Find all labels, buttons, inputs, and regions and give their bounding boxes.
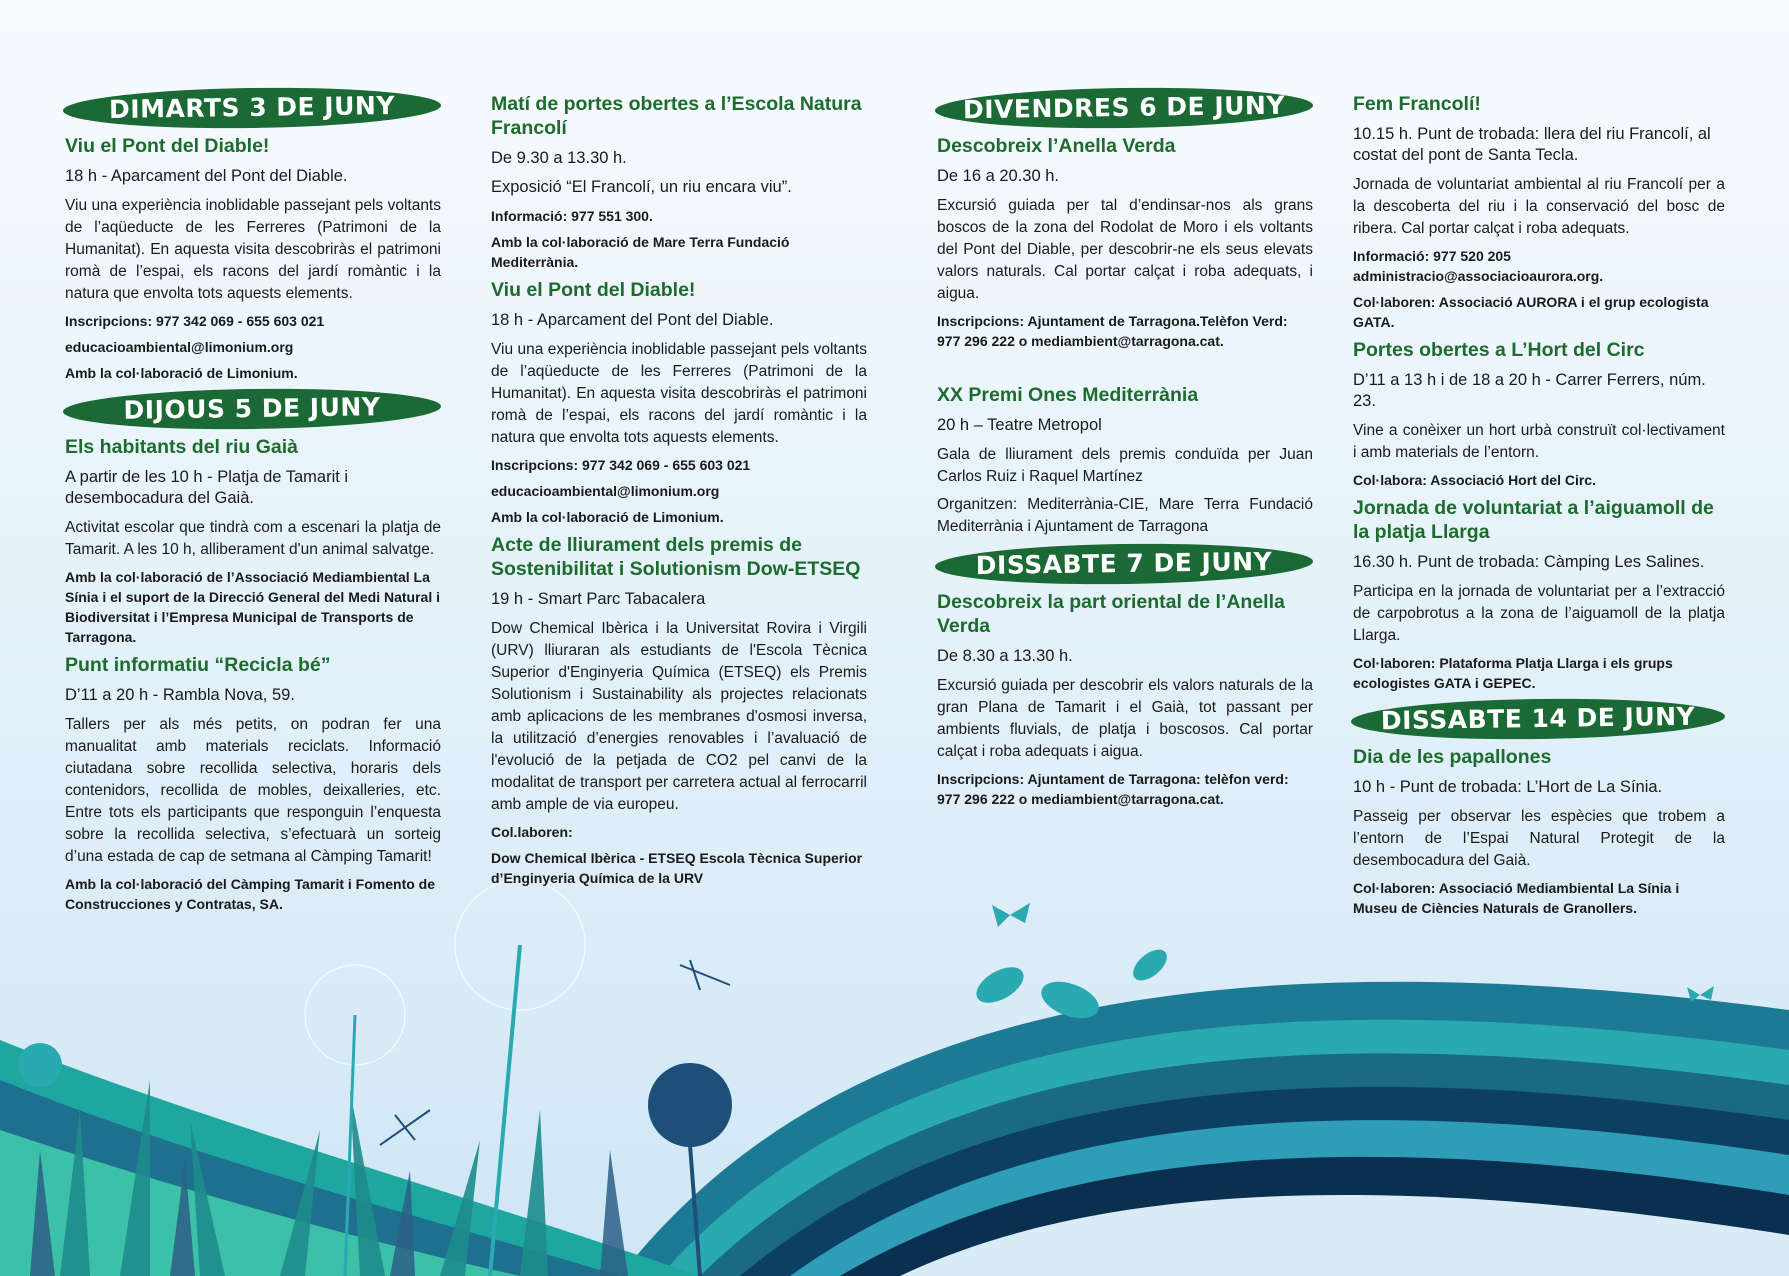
event-time: D’11 a 20 h - Rambla Nova, 59. bbox=[65, 686, 295, 704]
event-info: Informació: 977 520 205 administracio@associacioaurora.org. bbox=[1353, 248, 1604, 284]
event-info: Inscripcions: 977 342 069 - 655 603 021 bbox=[491, 457, 751, 473]
spacer bbox=[937, 357, 1313, 379]
event-description: Excursió guiada per descobrir els valors naturals de la gran Plana de Tamarit i el Gaià, tot passant per ambients fluvials, de platja i boscosos. Cal portar calçat i roba adequats i aigua. bbox=[937, 677, 1313, 760]
event-info: Amb la col·laboració de Limonium. bbox=[491, 509, 724, 525]
event-title: Dia de les papallones bbox=[1353, 746, 1552, 768]
event-info: Amb la col·laboració de Limonium. bbox=[65, 365, 298, 381]
event-title: Descobreix l’Anella Verda bbox=[937, 135, 1176, 157]
event-title: Fem Francolí! bbox=[1353, 93, 1481, 115]
event-time: De 9.30 a 13.30 h. bbox=[491, 149, 627, 167]
event-info: Amb la col·laboració de Mare Terra Fundació Mediterrània. bbox=[491, 234, 790, 270]
event-title: Viu el Pont del Diable! bbox=[65, 135, 270, 157]
event-info: educacioambiental@limonium.org bbox=[491, 483, 720, 499]
event-time: De 16 a 20.30 h. bbox=[937, 167, 1060, 185]
event-title: Jornada de voluntariat a l’aiguamoll de la platja Llarga bbox=[1353, 497, 1714, 543]
event-time: 18 h - Aparcament del Pont del Diable. bbox=[65, 167, 348, 185]
event-time: De 8.30 a 13.30 h. bbox=[937, 647, 1073, 665]
event-title: Acte de lliurament dels premis de Sostenibilitat i Solutionism Dow-ETSEQ bbox=[491, 534, 861, 580]
event-description: Tallers per als més petits, on podran fer una manualitat amb materials reciclats. Informació ciutadana sobre recollida selectiva, horaris dels contenidors, recollida de mobles, deixalleries, etc. Entre tots els participants que responguin l’enquesta sobre la recollida selectiva, s’efectuarà un sorteig d’una estada de cap de setmana al Càmping Tamarit! bbox=[65, 716, 441, 865]
day-banner: DIMARTS 3 DE JUNY bbox=[63, 85, 442, 130]
event-description: Viu una experiència inoblidable passejant pels voltants de l’aqüeducte de les Ferreres (Patrimoni de la Humanitat). En aquesta visita descobriràs el patrimoni romà de l’espai, els racons del jardí romàntic i la natura que envolta tots aquests elements. bbox=[491, 341, 867, 446]
event-description: Jornada de voluntariat ambiental al riu Francolí per a la descoberta del riu i la conservació del bosc de ribera. Cal portar calçat i roba adequats. bbox=[1353, 176, 1725, 237]
event-description: Activitat escolar que tindrà com a escenari la platja de Tamarit. A les 10 h, alliberament d'un animal salvatge. bbox=[65, 519, 441, 558]
event-title: Portes obertes a L’Hort del Circ bbox=[1353, 339, 1645, 361]
event-info: Inscripcions: 977 342 069 - 655 603 021 bbox=[65, 313, 325, 329]
event-info: Inscripcions: Ajuntament de Tarragona: telèfon verd: 977 296 222 o mediambient@tarragona.cat. bbox=[937, 771, 1289, 807]
day-banner: DISSABTE 14 DE JUNY bbox=[1351, 696, 1726, 741]
day-banner: DIVENDRES 6 DE JUNY bbox=[935, 85, 1314, 130]
event-info: Informació: 977 551 300. bbox=[491, 208, 653, 224]
event-time: A partir de les 10 h - Platja de Tamarit i desembocadura del Gaià. bbox=[65, 468, 349, 507]
event-time: D’11 a 13 h i de 18 a 20 h - Carrer Ferrers, núm. 23. bbox=[1353, 371, 1706, 410]
event-description: Participa en la jornada de voluntariat per a l’extracció de carpobrotus a la zona de l’aiguamoll de la platja Llarga. bbox=[1353, 583, 1725, 644]
day-banner: DIJOUS 5 DE JUNY bbox=[63, 386, 442, 431]
event-time: 20 h – Teatre Metropol bbox=[937, 416, 1102, 434]
event-title: XX Premi Ones Mediterrània bbox=[937, 384, 1199, 406]
event-title: Punt informatiu “Recicla bé” bbox=[65, 654, 331, 676]
event-time: 10 h - Punt de trobada: L’Hort de La Sínia. bbox=[1353, 778, 1663, 796]
event-time: 16.30 h. Punt de trobada: Càmping Les Salines. bbox=[1353, 553, 1705, 571]
event-info: Amb la col·laboració de l’Associació Mediambiental La Sínia i el suport de la Direcció General del Medi Natural i Biodiversitat i l’Empresa Municipal de Transports de Tarragona. bbox=[65, 569, 440, 645]
event-description: Excursió guiada per tal d’endinsar-nos als grans boscos de la zona del Rodolat de Moro i els voltants del Pont del Diable, per descobrir-ne els seus elevats valors naturals. Cal portar calçat i roba adequats, i aigua. bbox=[937, 197, 1313, 302]
event-time: 18 h - Aparcament del Pont del Diable. bbox=[491, 311, 774, 329]
column-3 bbox=[937, 88, 1313, 815]
event-info: Col.laboren: bbox=[491, 824, 573, 840]
event-description: Organitzen: Mediterrània-CIE, Mare Terra Fundació Mediterrània i Ajuntament de Tarragona bbox=[937, 496, 1313, 535]
column-1 bbox=[65, 88, 441, 920]
event-info: Col·laboren: Plataforma Platja Llarga i els grups ecologistes GATA i GEPEC. bbox=[1353, 655, 1673, 691]
event-info: educacioambiental@limonium.org bbox=[65, 339, 294, 355]
event-time: 10.15 h. Punt de trobada: llera del riu Francolí, al costat del pont de Santa Tecla. bbox=[1353, 125, 1711, 164]
event-time: 19 h - Smart Parc Tabacalera bbox=[491, 590, 706, 608]
event-info: Col·labora: Associació Hort del Circ. bbox=[1353, 472, 1596, 488]
event-title: Viu el Pont del Diable! bbox=[491, 279, 696, 301]
event-time: Exposició “El Francolí, un riu encara viu”. bbox=[491, 178, 792, 196]
column-4 bbox=[1353, 88, 1725, 924]
event-description: Viu una experiència inoblidable passejant pels voltants de l’aqüeducte de les Ferreres (Patrimoni de la Humanitat). En aquesta visita descobriràs el patrimoni romà de l’espai, els racons del jardí romàntic i la natura que envolta tots aquests elements. bbox=[65, 197, 441, 302]
event-info: Col·laboren: Associació AURORA i el grup ecologista GATA. bbox=[1353, 294, 1709, 330]
day-banner: DISSABTE 7 DE JUNY bbox=[935, 541, 1314, 586]
event-description: Gala de lliurament dels premis conduïda per Juan Carlos Ruiz i Raquel Martínez bbox=[937, 446, 1313, 485]
event-description: Dow Chemical Ibèrica i la Universitat Rovira i Virgili (URV) lliuraran als estudiants de l'Escola Tècnica Superior d'Enginyeria Química (ETSEQ) els Premis Solutionism i Sustainability als projectes relacionats amb aplicacions de les membranes d'osmosi inversa, la utilització d’energies renovables i l’avaluació de l'evolució de la petjada de CO2 pel canvi de la modalitat de transport per carretera actual al ferrocarril amb ample de via europeu. bbox=[491, 620, 867, 813]
event-title: Matí de portes obertes a l’Escola Natura Francolí bbox=[491, 93, 862, 139]
event-info: Amb la col·laboració del Càmping Tamarit i Fomento de Construcciones y Contratas, SA. bbox=[65, 876, 436, 912]
event-description: Vine a conèixer un hort urbà construït col·lectivament i amb materials de l’entorn. bbox=[1353, 422, 1725, 461]
column-2 bbox=[491, 88, 867, 894]
event-info: Inscripcions: Ajuntament de Tarragona.Telèfon Verd: 977 296 222 o mediambient@tarragona.cat. bbox=[937, 313, 1288, 349]
event-description: Passeig per observar les espècies que trobem a l’entorn de l’Espai Natural Protegit de la desembocadura del Gaià. bbox=[1353, 808, 1725, 869]
event-title: Descobreix la part oriental de l’Anella Verda bbox=[937, 591, 1285, 637]
event-title: Els habitants del riu Gaià bbox=[65, 436, 298, 458]
event-info: Col·laboren: Associació Mediambiental La Sínia i Museu de Ciències Naturals de Granollers. bbox=[1353, 880, 1680, 916]
event-info: Dow Chemical Ibèrica - ETSEQ Escola Tècnica Superior d’Enginyeria Química de la URV bbox=[491, 850, 863, 886]
